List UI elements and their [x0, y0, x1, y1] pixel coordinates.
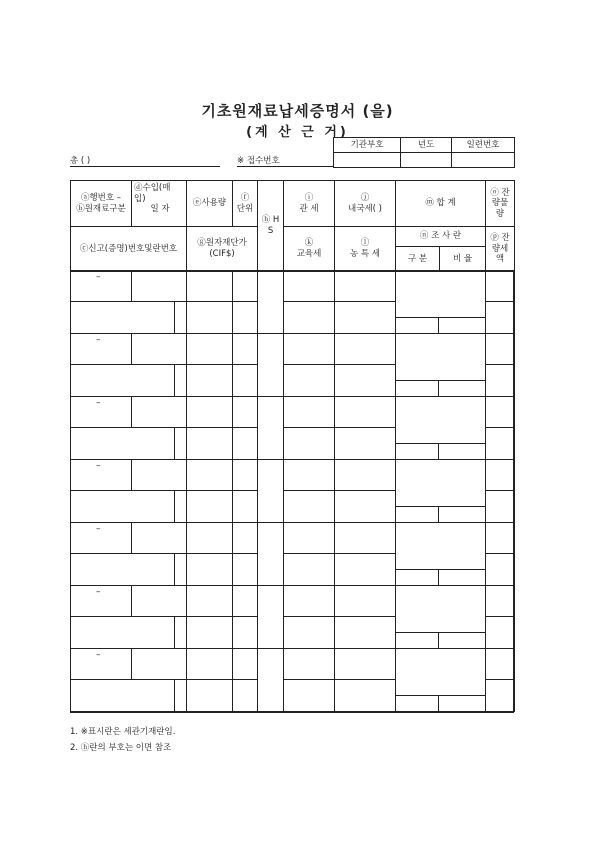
- block-decl-divider: [174, 553, 175, 585]
- header-declaration-number: ⓒ신고(증명)번호및란번호: [71, 227, 187, 272]
- block-usage-divider: [186, 270, 187, 301]
- header-row-number: ⓐ행번호 – ⓑ원재료구분: [71, 181, 132, 227]
- block-decl-divider: [174, 616, 175, 648]
- form-title: 기초원재료납세증명서 (을): [201, 102, 394, 120]
- block-top-line: [70, 459, 514, 460]
- block-date-divider: [131, 648, 132, 679]
- block-price-divider: [186, 679, 187, 711]
- block-decl-divider: [174, 301, 175, 333]
- block-mid-line-center: [283, 553, 395, 554]
- block-total-divider: [395, 270, 396, 333]
- total-count-label: 총 ( ): [70, 156, 91, 166]
- total-underline: [70, 166, 220, 167]
- header-hs-code: ⓗ H S: [258, 181, 284, 272]
- block-usage-divider: [186, 459, 187, 490]
- block-usage-divider: [186, 585, 187, 616]
- footnote-1: 1. ※표시란은 세관기재란임.: [70, 727, 176, 737]
- header-material-unit-price: ⓖ원자재단가 (CIF$): [187, 227, 258, 272]
- block-inspection-line: [395, 632, 485, 633]
- receipt-underline: [237, 166, 333, 167]
- block-mid-line-left: [70, 364, 257, 365]
- footnotes: [70, 724, 175, 756]
- block-mid-line-right: [485, 490, 514, 491]
- header-total: ⓜ 합 계: [396, 181, 486, 227]
- block-mid-line-center: [283, 364, 395, 365]
- block-mid-line-left: [70, 616, 257, 617]
- block-usage-divider: [186, 648, 187, 679]
- grid-right-border: [513, 270, 515, 712]
- block-date-divider: [131, 270, 132, 301]
- block-price-divider: [186, 364, 187, 396]
- block-total-divider: [395, 585, 396, 648]
- row-number-marker: –: [96, 524, 101, 534]
- header-customs-duty: ⓘ 관 세: [284, 181, 335, 227]
- grid-bottom-border: [70, 711, 514, 713]
- block-usage-divider: [186, 396, 187, 427]
- header-inspection: ⓝ 조 사 란 구 분 비 율: [396, 227, 486, 272]
- block-price-divider: [186, 490, 187, 522]
- block-mid-line-center: [283, 427, 395, 428]
- block-mid-line-center: [283, 490, 395, 491]
- block-inspection-line: [395, 317, 485, 318]
- block-date-divider: [131, 333, 132, 364]
- block-total-divider: [395, 648, 396, 711]
- block-inspection-divider: [438, 632, 439, 648]
- header-usage-amount: ⓔ사용량: [187, 181, 233, 227]
- block-price-divider: [186, 301, 187, 333]
- receipt-number-label: ※ 접수번호: [237, 156, 280, 166]
- block-inspection-divider: [438, 569, 439, 585]
- block-date-divider: [131, 522, 132, 553]
- block-date-divider: [131, 459, 132, 490]
- row-number-marker: –: [96, 461, 101, 471]
- block-decl-divider: [174, 427, 175, 459]
- block-usage-divider: [186, 333, 187, 364]
- block-mid-line-left: [70, 301, 257, 302]
- block-mid-line-right: [485, 301, 514, 302]
- block-total-divider: [395, 333, 396, 396]
- block-price-divider: [186, 616, 187, 648]
- block-top-line: [70, 396, 514, 397]
- block-total-divider: [395, 522, 396, 585]
- block-date-divider: [131, 585, 132, 616]
- block-inspection-divider: [438, 695, 439, 711]
- block-inspection-line: [395, 506, 485, 507]
- form-subtitle: (계 산 근 거): [246, 125, 349, 140]
- header-education-tax: ⓚ 교육세: [284, 227, 335, 272]
- block-inspection-divider: [438, 317, 439, 333]
- header-unit: ⓕ 단위: [233, 181, 258, 227]
- row-number-marker: –: [96, 272, 101, 282]
- block-mid-line-right: [485, 427, 514, 428]
- block-mid-line-right: [485, 679, 514, 680]
- agency-code-field[interactable]: [334, 153, 401, 168]
- block-top-line: [70, 270, 514, 271]
- entry-grid: [70, 270, 514, 711]
- serial-number-field[interactable]: [452, 153, 515, 168]
- grid-hs-left-line: [257, 270, 258, 711]
- row-number-marker: –: [96, 650, 101, 660]
- block-price-divider: [186, 427, 187, 459]
- header-import-date: ⓓ수입(매 입) 일 자: [132, 181, 187, 227]
- block-top-line: [70, 333, 514, 334]
- block-decl-divider: [174, 364, 175, 396]
- block-mid-line-center: [283, 616, 395, 617]
- block-price-divider: [186, 553, 187, 585]
- block-inspection-divider: [438, 380, 439, 396]
- registry-table: [333, 137, 515, 168]
- row-number-marker: –: [96, 587, 101, 597]
- block-top-line: [70, 522, 514, 523]
- block-mid-line-left: [70, 679, 257, 680]
- block-total-divider: [395, 459, 396, 522]
- block-mid-line-left: [70, 490, 257, 491]
- header-rural-tax: ⓛ 농 특 세: [335, 227, 396, 272]
- block-inspection-line: [395, 569, 485, 570]
- block-inspection-line: [395, 695, 485, 696]
- block-mid-line-right: [485, 616, 514, 617]
- calculation-table: [70, 180, 515, 272]
- header-remaining-tax: ⓟ 잔 량세 액: [486, 227, 515, 272]
- block-mid-line-center: [283, 301, 395, 302]
- year-header: 년도: [401, 138, 452, 153]
- block-date-divider: [131, 396, 132, 427]
- block-mid-line-left: [70, 553, 257, 554]
- header-remaining-quantity: ⓞ 잔 량물 량: [486, 181, 515, 227]
- block-usage-divider: [186, 522, 187, 553]
- row-number-marker: –: [96, 398, 101, 408]
- block-inspection-divider: [438, 443, 439, 459]
- block-top-line: [70, 648, 514, 649]
- block-decl-divider: [174, 679, 175, 711]
- agency-code-header: 기관부호: [334, 138, 401, 153]
- block-decl-divider: [174, 490, 175, 522]
- block-mid-line-left: [70, 427, 257, 428]
- year-field[interactable]: [401, 153, 452, 168]
- block-top-line: [70, 585, 514, 586]
- footnote-2: 2. ⓗ란의 부호는 이면 참조: [70, 743, 172, 753]
- serial-number-header: 일련번호: [452, 138, 515, 153]
- block-inspection-divider: [438, 506, 439, 522]
- header-internal-tax: ⓙ 내국세( ): [335, 181, 396, 227]
- block-mid-line-right: [485, 364, 514, 365]
- block-mid-line-center: [283, 679, 395, 680]
- block-inspection-line: [395, 380, 485, 381]
- row-number-marker: –: [96, 335, 101, 345]
- block-total-divider: [395, 396, 396, 459]
- block-inspection-line: [395, 443, 485, 444]
- block-mid-line-right: [485, 553, 514, 554]
